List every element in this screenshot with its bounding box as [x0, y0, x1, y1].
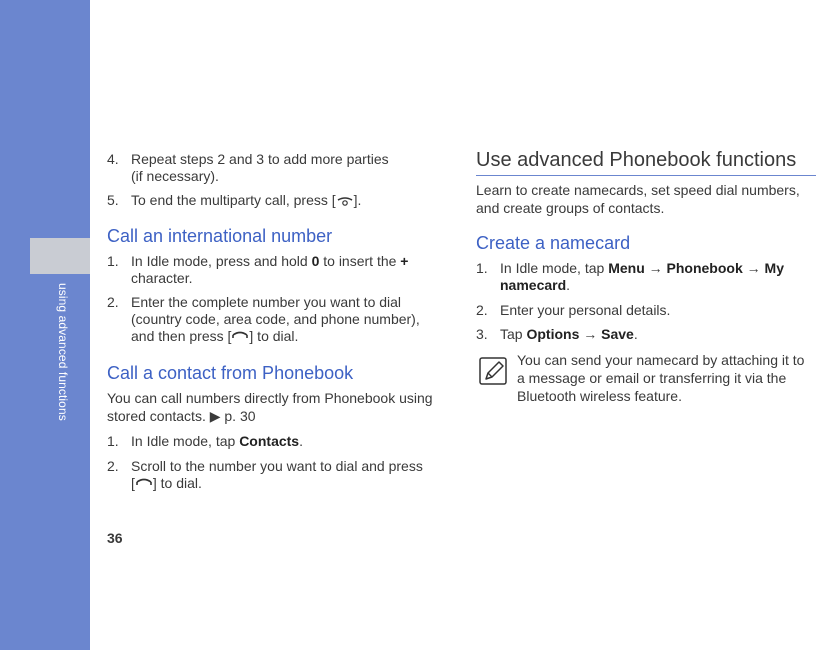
- section-label: using advanced functions: [56, 283, 70, 421]
- paragraph-line: and create groups of contacts.: [476, 200, 665, 216]
- note-line: Bluetooth wireless feature.: [517, 388, 682, 404]
- step-number: 1.: [107, 433, 119, 449]
- step-text: Enter your personal details.: [500, 302, 671, 318]
- dial-key-icon: [231, 331, 249, 343]
- menu-label: namecard: [500, 277, 567, 293]
- step-text-part: In Idle mode, tap: [500, 260, 609, 276]
- step-text-part: .: [299, 433, 303, 449]
- arrow-icon: →: [644, 260, 667, 276]
- title-underline: [476, 175, 816, 176]
- step-number: 1.: [107, 253, 119, 269]
- page-number: 36: [107, 530, 123, 546]
- step-text: [131, 253, 408, 287]
- step-text: [500, 260, 784, 294]
- step-text-part: .: [566, 277, 571, 293]
- step-number: 1.: [476, 260, 488, 276]
- list-item: [107, 192, 452, 210]
- list-item: [107, 433, 452, 451]
- arrow-icon: →: [742, 260, 765, 276]
- step-text-part: ] to dial.: [249, 328, 299, 344]
- section-heading: Create a namecard: [476, 233, 631, 253]
- paragraph-line: Learn to create namecards, set speed dial numbers,: [476, 182, 800, 198]
- step-text: [131, 458, 423, 492]
- step-number: 2.: [107, 294, 119, 310]
- step-text-line: (country code, area code, and phone number),: [131, 311, 420, 327]
- menu-label: Menu: [608, 260, 645, 276]
- note-line: You can send your namecard by attaching it to: [517, 352, 805, 368]
- intro-paragraph: [107, 389, 452, 425]
- step-text: [500, 326, 638, 343]
- key-label: +: [400, 253, 409, 269]
- page-title: Use advanced Phonebook functions: [476, 149, 797, 171]
- step-text-part: to insert the: [319, 253, 401, 269]
- step-text: [131, 294, 420, 345]
- paragraph-line: You can call numbers directly from Phonebook using: [107, 390, 433, 406]
- step-number: 5.: [107, 192, 119, 208]
- step-text-part: In Idle mode, press and hold: [131, 253, 312, 269]
- step-text-line: (if necessary).: [131, 168, 219, 184]
- menu-label: Save: [601, 326, 634, 342]
- step-text-part: In Idle mode, tap: [131, 433, 240, 449]
- step-text-line: Repeat steps 2 and 3 to add more parties: [131, 151, 389, 167]
- step-text: [131, 192, 361, 209]
- dial-key-icon: [135, 478, 153, 490]
- step-text-line: character.: [131, 270, 193, 286]
- step-number: 4.: [107, 151, 119, 167]
- step-text-part: To end the multiparty call, press [: [131, 192, 336, 208]
- sidebar: [0, 0, 90, 650]
- note-pencil-icon: [478, 356, 508, 391]
- end-call-key-icon: [336, 195, 354, 207]
- sidebar-tab: [30, 238, 90, 274]
- step-text-part: [: [131, 475, 135, 491]
- step-text-line: Enter the complete number you want to dial: [131, 294, 402, 310]
- list-item: [107, 151, 452, 187]
- intro-paragraph: [476, 181, 816, 217]
- note-line: a message or email or transferring it via the: [517, 370, 787, 386]
- section-heading: Call a contact from Phonebook: [107, 363, 354, 383]
- menu-label: Options: [526, 326, 580, 342]
- step-text-part: ].: [353, 192, 362, 208]
- arrow-icon: →: [579, 326, 602, 342]
- list-item: [476, 260, 816, 296]
- menu-label: Contacts: [239, 433, 300, 449]
- step-number: 2.: [107, 458, 119, 474]
- note-text: [517, 351, 816, 405]
- paragraph-line: stored contacts. ▶ p. 30: [107, 408, 256, 424]
- step-text: [131, 151, 389, 185]
- menu-label: Phonebook: [666, 260, 743, 276]
- section-heading: Call an international number: [107, 226, 333, 246]
- step-text-part: Tap: [500, 326, 527, 342]
- step-text-line: Scroll to the number you want to dial and press: [131, 458, 423, 474]
- menu-label: My: [764, 260, 784, 276]
- list-item: [107, 253, 452, 289]
- list-item: [476, 326, 816, 344]
- step-text: [131, 433, 303, 450]
- list-item: [476, 302, 816, 320]
- step-text-part: ] to dial.: [152, 475, 202, 491]
- step-number: 3.: [476, 326, 488, 342]
- key-label: 0: [311, 253, 320, 269]
- step-number: 2.: [476, 302, 488, 318]
- list-item: [107, 294, 452, 348]
- list-item: [107, 458, 452, 494]
- step-text-part: and then press [: [131, 328, 232, 344]
- step-text-part: .: [633, 326, 638, 342]
